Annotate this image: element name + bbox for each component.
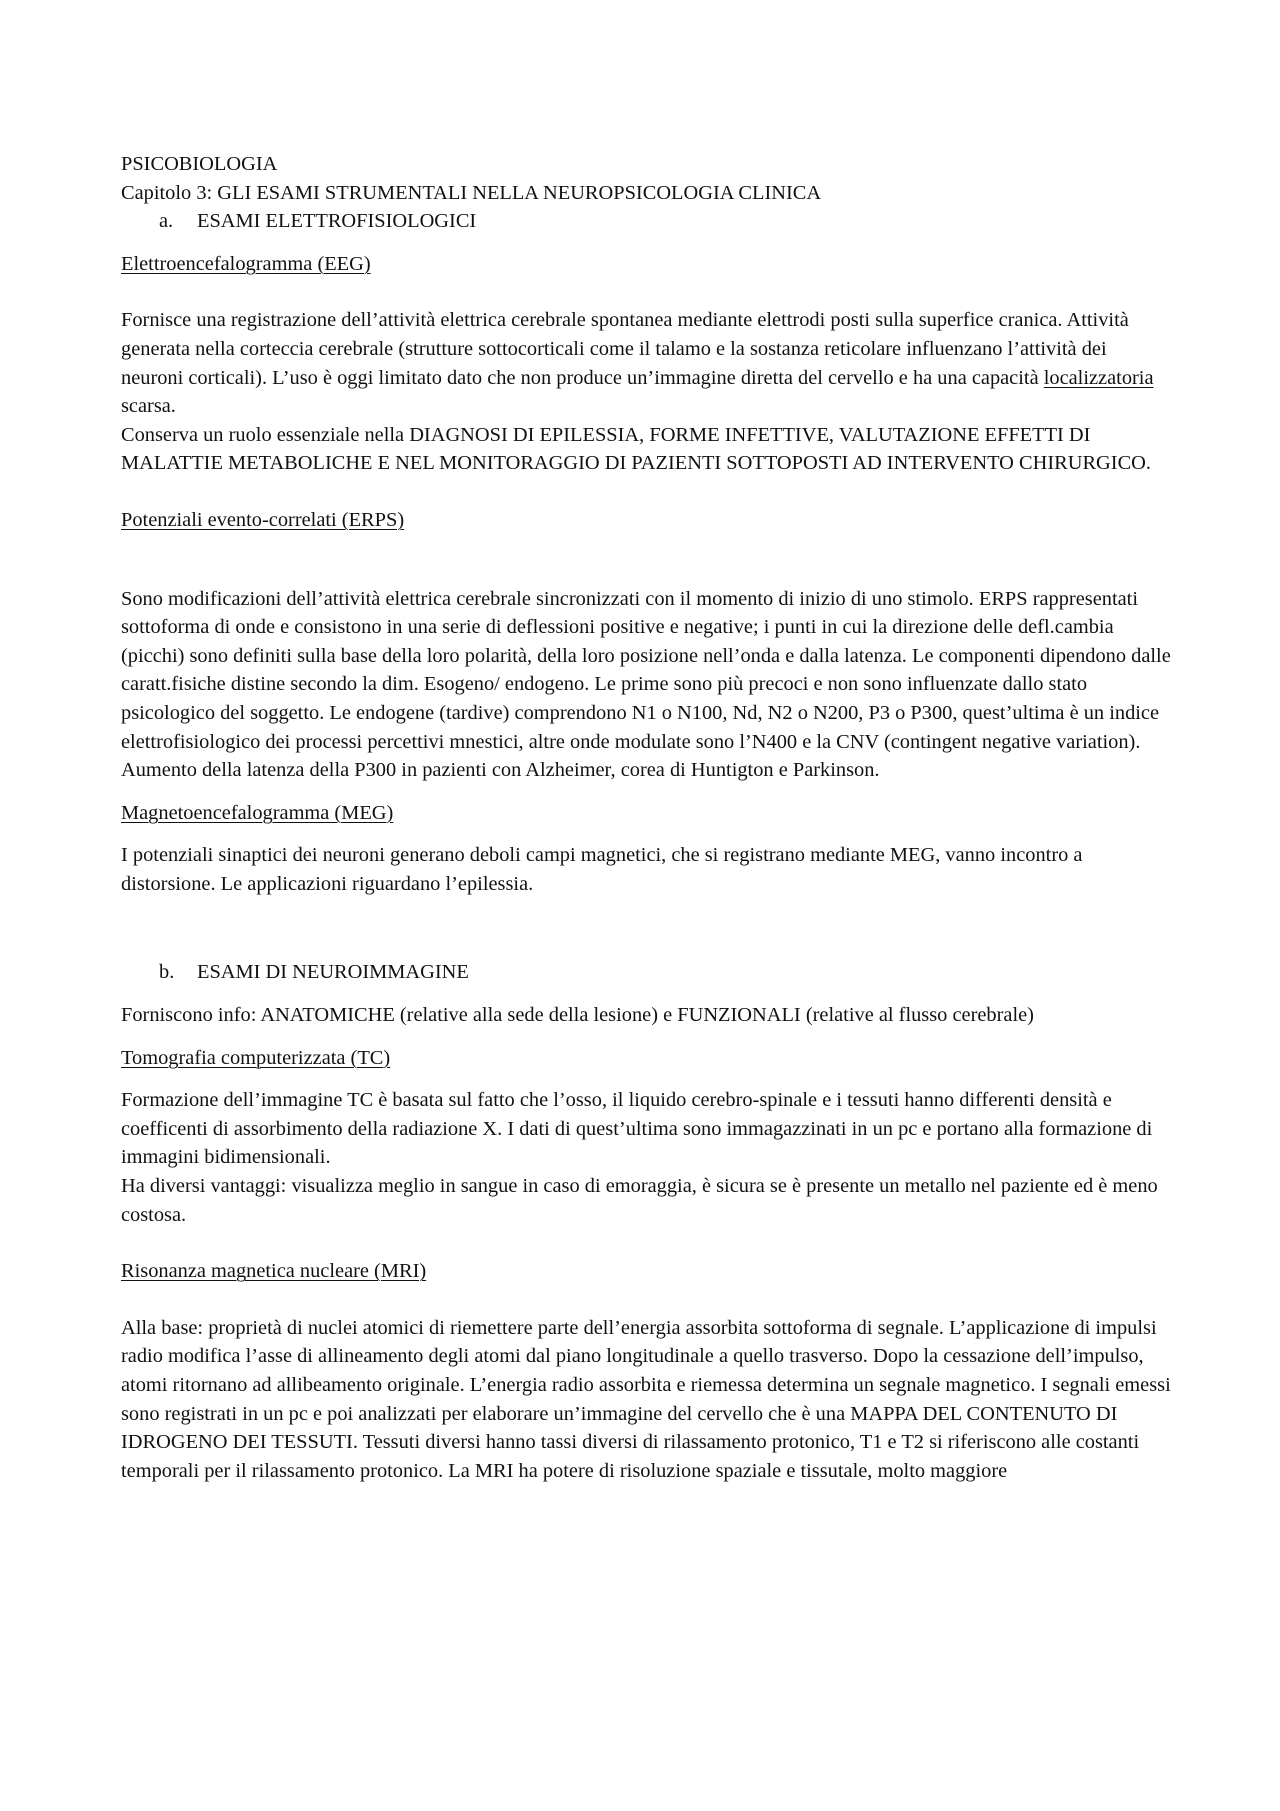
mri-heading-wrap bbox=[121, 1257, 1171, 1286]
section-b-title: ESAMI DI NEUROIMMAGINE bbox=[197, 961, 469, 984]
mri-heading: Risonanza magnetica nucleare (MRI) bbox=[121, 1260, 427, 1283]
section-a-heading bbox=[121, 207, 1171, 236]
erps-heading: Potenziali evento-correlati (ERPS) bbox=[121, 508, 405, 531]
eeg-heading: Elettroencefalogramma (EEG) bbox=[121, 252, 371, 275]
tc-paragraph-1: Formazione dell’immagine TC è basata sul fatto che l’osso, il liquido cerebro-spinale e i tessuti hanno differenti densità e coefficenti di assorbimento della radiazione X. I dati di quest’ultima sono immagazzinati in un pc e portano alla formazione di immagini bidimensionali. bbox=[121, 1089, 1153, 1169]
section-a-title: ESAMI ELETTROFISIOLOGICI bbox=[197, 210, 477, 233]
tc-heading-wrap bbox=[121, 1044, 1171, 1073]
mri-paragraph-1: Alla base: proprietà di nuclei atomici di riemettere parte dell’energia assorbita sottoforma di segnale. L’applicazione di impulsi radio modifica l’asse di allineamento degli atomi dal piano longitudinale a quello trasverso. Dopo la cessazione dell’impulso, atomi ritornano ad allibeamento originale. L’energia radio assorbita e riemessa determina un segnale magnetico. I segnali emessi sono registrati in un pc e poi analizzati per elaborare un’immagine del cervello che è una MAPPA DEL CONTENUTO DI IDROGENO DEI TESSUTI. Tessuti diversi hanno tassi diversi di rilassamento protonico, T1 e T2 si riferiscono alle costanti temporali per il rilassamento protonico. La MRI ha potere di risoluzione spaziale e tissutale, molto maggiore bbox=[121, 1316, 1171, 1482]
meg-paragraph-1: I potenziali sinaptici dei neuroni generano deboli campi magnetici, che si registrano mediante MEG, vanno incontro a distorsione. Le applicazioni riguardano l’epilessia. bbox=[121, 844, 1083, 895]
meg-heading-wrap bbox=[121, 799, 1171, 828]
eeg-paragraph-2: Conserva un ruolo essenziale nella DIAGNOSI DI EPILESSIA, FORME INFETTIVE, VALUTAZIONE EFFETTI DI MALATTIE METABOLICHE E NEL MONITORAGGIO DI PAZIENTI SOTTOPOSTI AD INTERVENTO CHIRURGICO. bbox=[121, 423, 1151, 475]
eeg-heading-wrap bbox=[121, 250, 1171, 279]
eeg-paragraph-1 bbox=[121, 306, 1171, 420]
tc-paragraph-2: Ha diversi vantaggi: visualizza meglio in sangue in caso di emoraggia, è sicura se è presente un metallo nel paziente ed è meno costosa. bbox=[121, 1175, 1158, 1226]
chapter-title: Capitolo 3: GLI ESAMI STRUMENTALI NELLA NEUROPSICOLOGIA CLINICA bbox=[121, 181, 822, 204]
erps-heading-wrap bbox=[121, 506, 1171, 535]
document-title: PSICOBIOLOGIA bbox=[121, 153, 278, 175]
section-b-letter: b. bbox=[159, 961, 175, 984]
eeg-p1-text-after: scarsa. bbox=[121, 395, 176, 418]
section-a-letter: a. bbox=[159, 210, 174, 233]
erps-paragraph-1: Sono modificazioni dell’attività elettrica cerebrale sincronizzati con il momento di inizio di uno stimolo. ERPS rappresentati sottoforma di onde e consistono in una serie di deflessioni positive e negative; i punti in cui la direzione delle defl.cambia (picchi) sono definiti sulla base della loro polarità, della loro posizione nell’onda e dalla latenza. Le componenti dipendono dalle caratt.fisiche distine secondo la dim. Esogeno/ endogeno. Le prime sono più precoci e non sono influenzate dallo stato psicologico del soggetto. Le endogene (tardive) comprendono N1 o N100, Nd, N2 o N200, P3 o P300, quest’ultima è un indice elettrofisiologico dei processi percettivi mnestici, altre onde modulate sono l’N400 e la CNV (contingent negative variation). Aumento della latenza della P300 in pazienti con Alzheimer, corea di Huntigton e Parkinson. bbox=[121, 587, 1171, 782]
section-b-heading bbox=[121, 958, 1171, 987]
neuroimaging-intro: Forniscono info: ANATOMICHE (relative alla sede della lesione) e FUNZIONALI (relative al flusso cerebrale) bbox=[121, 1004, 1034, 1027]
tc-heading: Tomografia computerizzata (TC) bbox=[121, 1046, 391, 1069]
document-page bbox=[121, 150, 1171, 1485]
eeg-p1-underlined: localizzatoria bbox=[1043, 366, 1154, 389]
eeg-p1-text-before: Fornisce una registrazione dell’attività elettrica cerebrale spontanea mediante elettrodi posti sulla superfice cranica. Attività generata nella corteccia cerebrale (strutture sottocorticali come il talamo e la sostanza reticolare influenzano l’attività dei neuroni corticali). L’uso è oggi limitato dato che non produce un’immagine diretta del cervello e ha una capacità bbox=[121, 309, 1129, 389]
meg-heading: Magnetoencefalogramma (MEG) bbox=[121, 801, 394, 824]
